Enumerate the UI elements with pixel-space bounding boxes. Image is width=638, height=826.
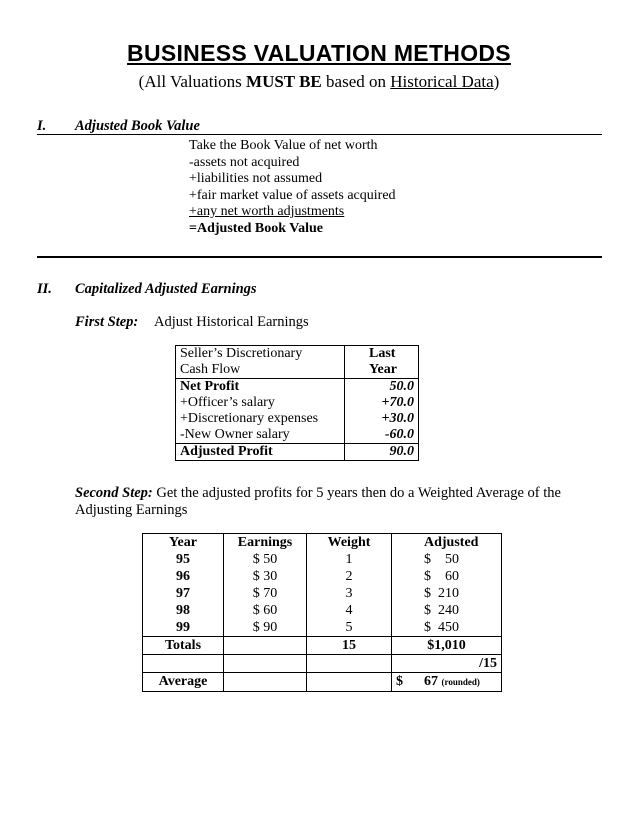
table-cell [143, 534, 224, 637]
subtitle [0, 72, 638, 92]
table-cell [224, 655, 307, 673]
page-title: BUSINESS VALUATION METHODS [127, 40, 511, 66]
divisor-cell: /15 [392, 655, 502, 673]
table-cell [345, 379, 419, 444]
abv-line-4: +fair market value of assets acquired [189, 188, 396, 203]
weight-cell: 5 [345, 620, 353, 635]
table-cell [224, 637, 307, 655]
section1-heading: Adjusted Book Value [75, 118, 200, 134]
weighted-average-table [142, 533, 502, 692]
earnings-cell: $ 60 [252, 603, 278, 618]
earnings-cell: $ 90 [252, 620, 278, 635]
average-label: Average [143, 673, 224, 692]
table-header-cell [176, 346, 345, 379]
earnings-cell: $ 30 [252, 569, 278, 584]
table-row [143, 637, 502, 655]
year-cell: 99 [176, 620, 190, 635]
column-header: Year [169, 535, 197, 550]
item-label: -New Owner salary [180, 427, 290, 442]
average-value: $ 67 [396, 674, 438, 689]
subtitle-bold: MUST BE [246, 72, 322, 91]
adjusted-cell: $ 60 [424, 569, 459, 584]
item-value: +70.0 [381, 395, 414, 410]
table-cell [176, 379, 345, 444]
first-step-label: First Step: [75, 314, 139, 330]
abv-line-1: Take the Book Value of net worth [189, 138, 378, 153]
totals-weight: 15 [307, 637, 392, 655]
adjusted-cell: $ 450 [424, 620, 459, 635]
adjusted-cell: $ 240 [424, 603, 459, 618]
section1-numeral: I. [37, 118, 47, 134]
abv-line-5: +any net worth adjustments [189, 204, 345, 219]
adjusted-cell: $ 210 [424, 586, 459, 601]
year-cell: 95 [176, 552, 190, 567]
head-right-1: Last [369, 346, 396, 361]
table-row [143, 673, 502, 692]
year-cell: 98 [176, 603, 190, 618]
head-left-1: Seller’s Discretionary [180, 346, 303, 361]
column-header: Earnings [237, 535, 293, 550]
subtitle-underlined: Historical Data [390, 72, 494, 91]
year-cell: 96 [176, 569, 190, 584]
item-value: 50.0 [389, 379, 414, 394]
item-label: Net Profit [180, 379, 240, 394]
abv-line-6: =Adjusted Book Value [189, 221, 324, 236]
abv-line-2: -assets not acquired [189, 155, 300, 170]
average-cell [392, 673, 502, 692]
column-header: Adjusted [424, 535, 479, 550]
item-value: +30.0 [381, 411, 414, 426]
abv-line-3: +liabilities not assumed [189, 171, 323, 186]
table-cell [143, 655, 224, 673]
table-row [176, 444, 419, 461]
average-note: (rounded) [441, 677, 480, 687]
weight-cell: 4 [345, 603, 353, 618]
totals-adjusted: $1,010 [392, 637, 502, 655]
table-cell [307, 534, 392, 637]
subtitle-pre: (All Valuations [138, 72, 247, 91]
first-step-text: Adjust Historical Earnings [154, 314, 309, 330]
second-step [75, 485, 561, 502]
item-label: +Officer’s salary [180, 395, 275, 410]
table-row [176, 379, 419, 444]
table-row [143, 655, 502, 673]
table-row [176, 346, 419, 379]
table-header-cell [345, 346, 419, 379]
weight-cell: 1 [345, 552, 353, 567]
head-right-2: Year [369, 362, 397, 377]
year-cell: 97 [176, 586, 190, 601]
subtitle-mid: based on [321, 72, 391, 91]
section2-heading: Capitalized Adjusted Earnings [75, 281, 257, 297]
head-left-2: Cash Flow [180, 362, 241, 377]
table-row [143, 534, 502, 637]
table-cell [392, 534, 502, 637]
section-divider [37, 256, 602, 258]
totals-label: Totals [143, 637, 224, 655]
second-step-text: Get the adjusted profits for 5 years then do a Weighted Average of the [152, 485, 561, 501]
adjusted-cell: $ 50 [424, 552, 459, 567]
item-label: +Discretionary expenses [180, 411, 319, 426]
column-header: Weight [327, 535, 371, 550]
subtitle-post: ) [493, 72, 500, 91]
earnings-cell: $ 50 [252, 552, 278, 567]
total-label: Adjusted Profit [176, 444, 345, 461]
second-step-text-2: Adjusting Earnings [75, 502, 188, 518]
table-cell [224, 534, 307, 637]
table-cell [307, 655, 392, 673]
section2-numeral: II. [37, 281, 52, 297]
table-cell [307, 673, 392, 692]
adjusted-earnings-table [175, 345, 419, 461]
weight-cell: 3 [345, 586, 353, 601]
total-value: 90.0 [345, 444, 419, 461]
earnings-cell: $ 70 [252, 586, 278, 601]
weight-cell: 2 [345, 569, 353, 584]
section1-rule [37, 134, 602, 135]
second-step-label: Second Step: [75, 485, 153, 501]
item-value: -60.0 [384, 427, 414, 442]
table-cell [224, 673, 307, 692]
